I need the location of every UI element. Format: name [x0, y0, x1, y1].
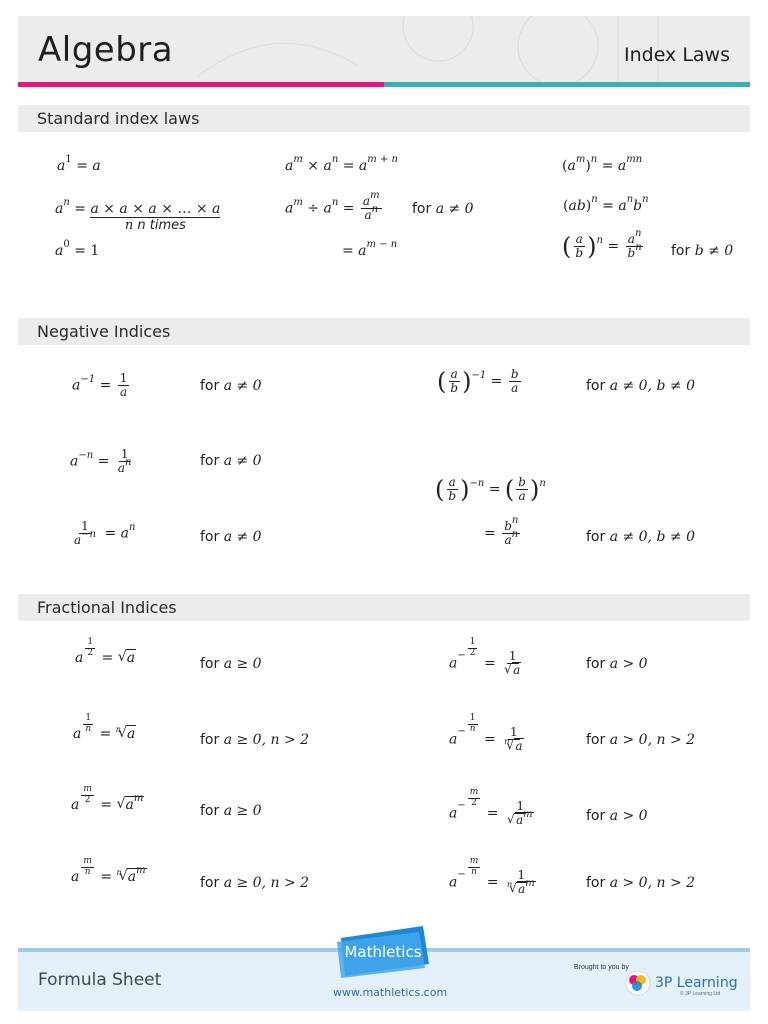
formula-a1: $a^1 = a$ [57, 154, 101, 174]
formula-zero-index: $a^0 = 1$ [55, 239, 100, 259]
section-title: Negative Indices [37, 322, 171, 341]
formula-neg-n-fraction-result: = $\frac{b^n}{a^n}$ [484, 515, 519, 548]
condition-neg-m-over-n: for a > 0, n > 2 [586, 875, 696, 891]
formula-neg-n-fraction: ( $\frac{a}{b}$ )$^{-n}$ = ( $\frac{b}{a}$ )$^n$ [435, 475, 546, 504]
formula-quotient-result: = $a^{m - n}$ [342, 239, 398, 259]
condition-m-over-n: for a ≥ 0, n > 2 [200, 875, 310, 891]
section-title: Fractional Indices [37, 598, 177, 617]
3p-learning-label[interactable]: 3P Learning [655, 975, 738, 991]
website-link[interactable]: www.mathletics.com [333, 986, 448, 999]
formula-product-power: $(ab)^n = a^nb^n$ [563, 194, 649, 214]
condition-quotient-power: for b ≠ 0 [671, 243, 734, 259]
n-times-label: n times [137, 218, 186, 233]
formula-neg-m-over-n: a− $\frac{m}{n}$ = $\frac{1}{^n√ a^m}$ [449, 869, 540, 896]
condition-reciprocal-neg-n: for a ≠ 0 [200, 529, 262, 545]
formula-neg-half: a− $\frac{1}{2}$ = 1 √ a [449, 650, 525, 677]
condition-nth-root: for a ≥ 0, n > 2 [200, 732, 310, 748]
formula-sheet-label: Formula Sheet [38, 970, 162, 990]
divider-teal [384, 82, 750, 87]
condition-m-over-2: for a ≥ 0 [200, 803, 262, 819]
formula-neg-m-over-2: a− $\frac{m}{2}$ = 1 √ $a^m$ [449, 800, 538, 827]
formula-neg-n: $a^{-n}$ = $\frac{1}{a^n}$ [70, 447, 132, 476]
topic-title: Index Laws [623, 44, 730, 66]
section-header-standard [18, 105, 750, 132]
formula-nth-root: a $\frac{1}{n}$ = $^n$√ a [73, 726, 136, 742]
formula-repeated-product: $a^n$ = a × a × a × … × a n n times [55, 197, 221, 233]
condition-neg-m-over-2: for a > 0 [586, 808, 648, 824]
formula-product: $a^m \times a^n = a^{m + n}$ [285, 154, 398, 174]
formula-m-over-n: a $\frac{m}{n}$ = $^n$√ $a^m$ [71, 869, 147, 885]
condition-half: for a ≥ 0 [200, 656, 262, 672]
condition-neg-n-fraction: for a ≠ 0, b ≠ 0 [586, 529, 695, 545]
condition-neg-nth-root: for a > 0, n > 2 [586, 732, 696, 748]
brought-to-you-label: Brought to you by [574, 964, 629, 971]
formula-neg-nth-root: a− $\frac{1}{n}$ = $\frac{1}{^n√ a}$ [449, 726, 528, 753]
formula-quotient: $a^m \div a^n$ = $\frac{a^m}{a^n}$ [285, 190, 380, 223]
3p-learning-icon [624, 970, 652, 996]
mathletics-logo[interactable] [335, 924, 433, 978]
logo-text: Mathletics [344, 943, 422, 961]
formula-reciprocal-neg-n: $\frac{1}{a^{-n}}$ = $a^n$ [74, 519, 136, 548]
section-header-fractional [18, 594, 750, 621]
copyright-text: © 3P Learning Ltd [680, 991, 721, 997]
section-title: Standard index laws [37, 109, 200, 128]
formula-neg-one-fraction: ( $\frac{a}{b}$ )$^{-1}$ = $\frac{b}{a}$ [437, 367, 519, 396]
formula-m-over-2: a $\frac{m}{2}$ = √ $a^m$ [71, 797, 144, 813]
divider-pink [18, 82, 384, 87]
condition-neg-n: for a ≠ 0 [200, 453, 262, 469]
condition-quotient: for a ≠ 0 [412, 201, 474, 217]
section-header-negative [18, 318, 750, 345]
page-title: Algebra [38, 30, 174, 70]
condition-neg-one: for a ≠ 0 [200, 378, 262, 394]
formula-neg-one: $a^{-1}$ = $\frac{1}{a}$ [72, 371, 128, 400]
condition-neg-half: for a > 0 [586, 656, 648, 672]
formula-power-of-power: $(a^m)^n = a^{mn}$ [562, 154, 643, 174]
formula-quotient-power: ( $\frac{a}{b}$ )$^n$ = $\frac{a^n}{b^n}$ [562, 228, 642, 261]
formula-half: a $\frac{1}{2}$ = √ a [75, 650, 136, 666]
condition-neg-one-fraction: for a ≠ 0, b ≠ 0 [586, 378, 695, 394]
